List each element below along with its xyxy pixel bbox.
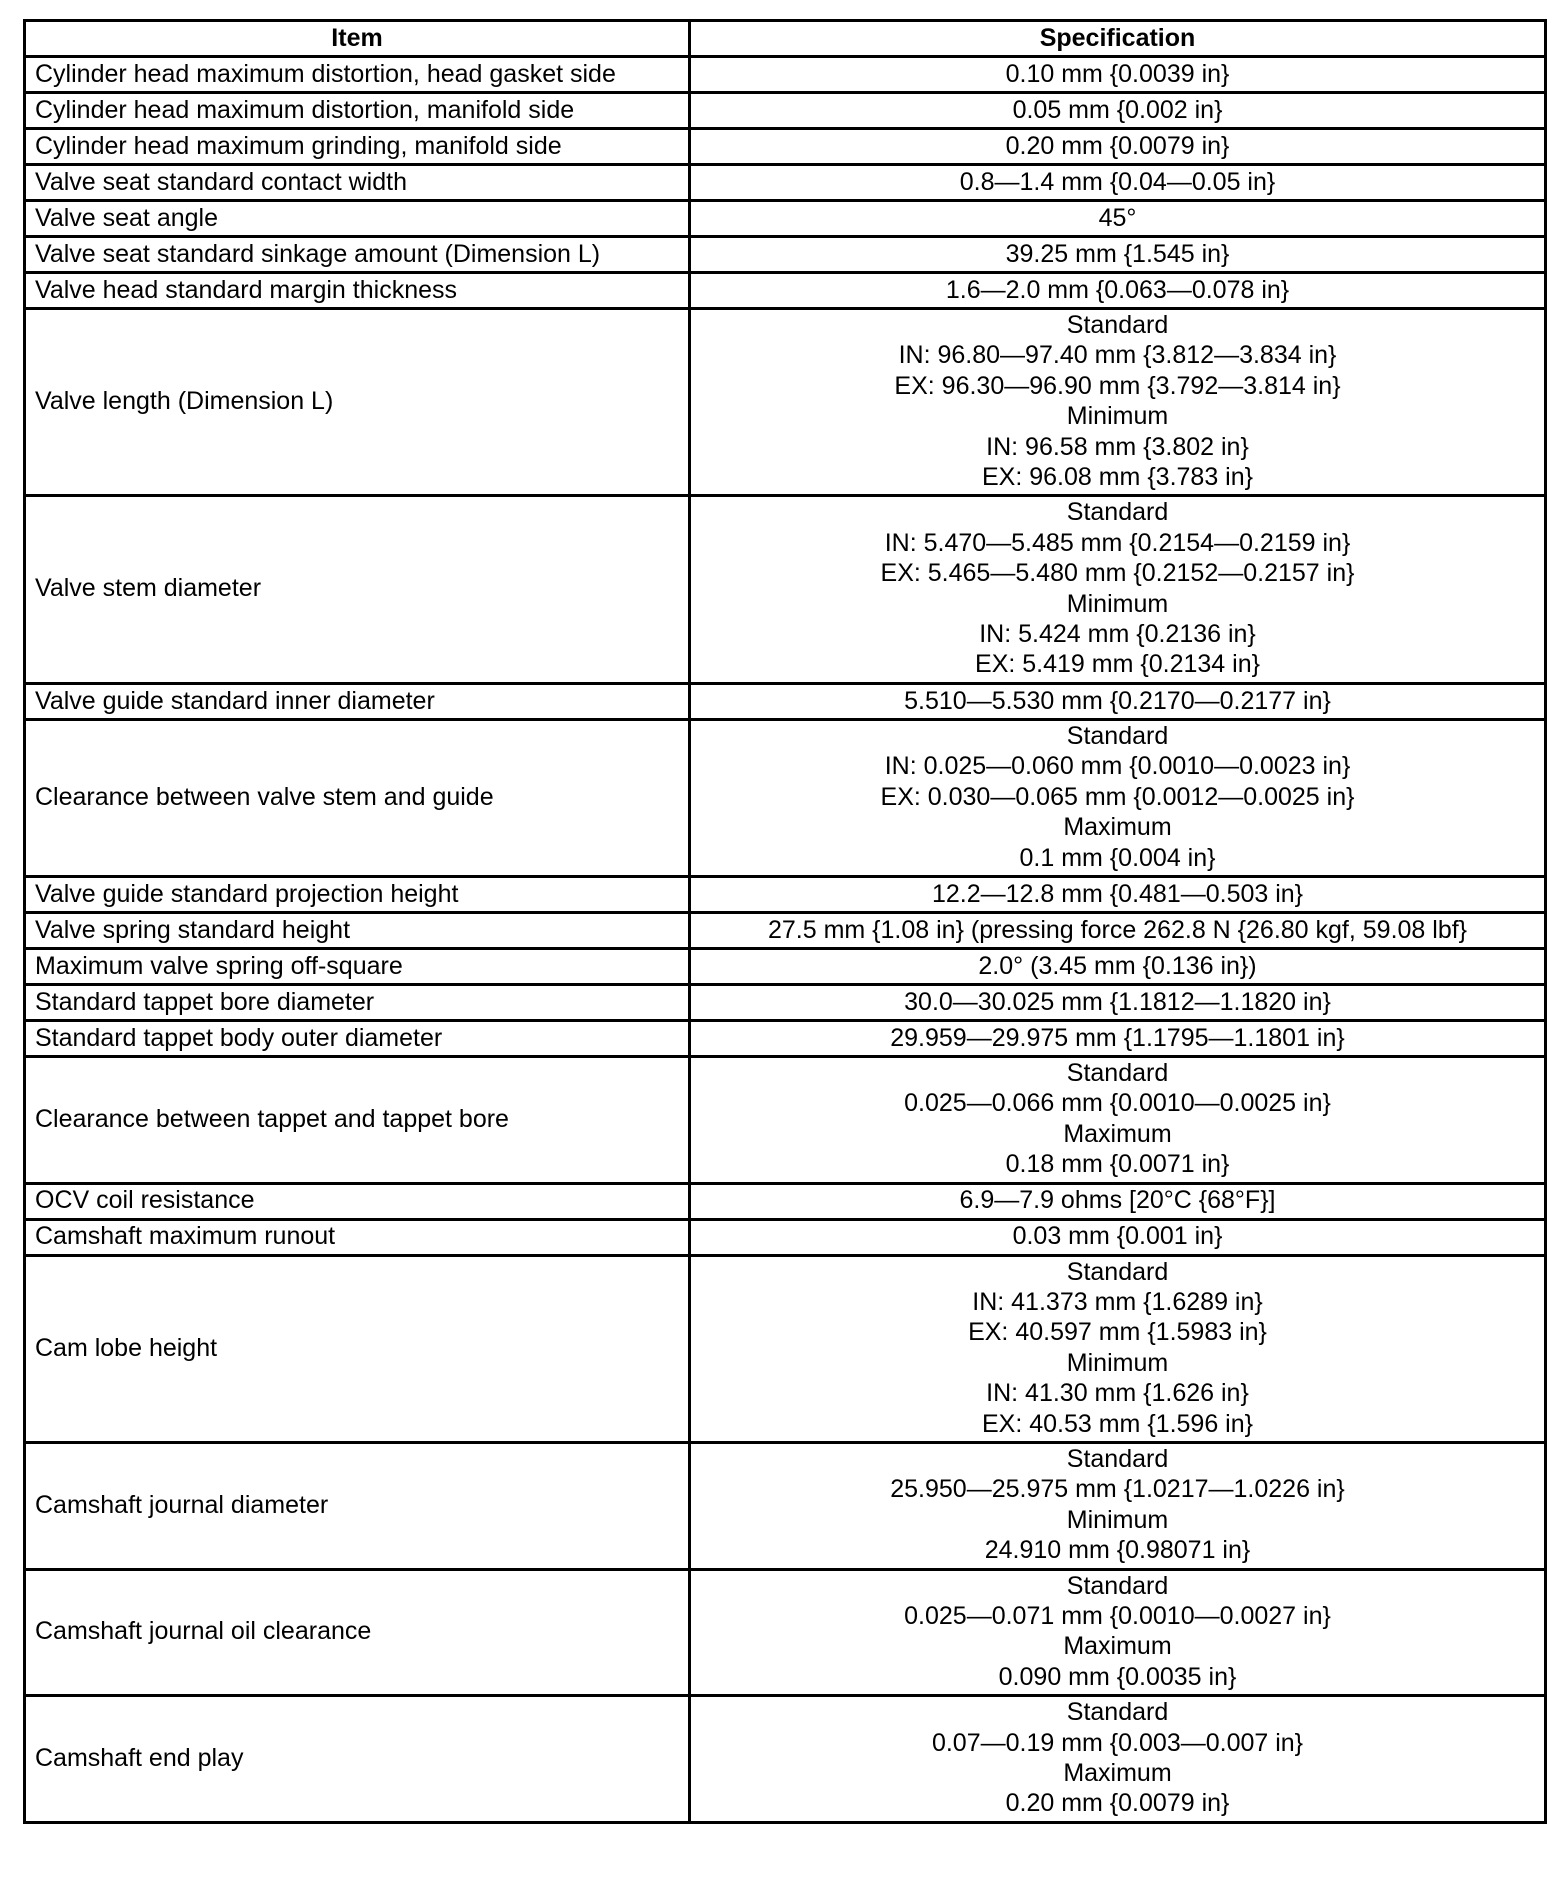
specification-line: Standard (1066, 498, 1169, 527)
specification-line: IN: 41.30 mm {1.626 in} (986, 1379, 1249, 1408)
specification-line: 1.6—2.0 mm {0.063—0.078 in} (945, 275, 1290, 304)
specification-line: 0.025—0.066 mm {0.0010—0.0025 in} (904, 1089, 1331, 1118)
specification-line: Standard (1066, 721, 1169, 750)
item-cell: Cam lobe height (25, 1255, 690, 1442)
item-cell: Valve head standard margin thickness (25, 273, 690, 309)
item-cell: Camshaft journal diameter (25, 1442, 690, 1569)
table-row (25, 1696, 1546, 1823)
table-row (25, 57, 1546, 93)
specification-line: 0.20 mm {0.0079 in} (1005, 1789, 1230, 1818)
table-row (25, 984, 1546, 1020)
specification-line: 0.20 mm {0.0079 in} (1005, 131, 1230, 160)
specification-line: 24.910 mm {0.98071 in} (984, 1536, 1251, 1565)
specification-line: EX: 0.030—0.065 mm {0.0012—0.0025 in} (880, 782, 1355, 811)
item-cell: Valve seat angle (25, 201, 690, 237)
item-cell: Standard tappet body outer diameter (25, 1020, 690, 1056)
specification-cell (690, 57, 1546, 93)
table-row (25, 237, 1546, 273)
item-cell: Valve seat standard sinkage amount (Dimension L) (25, 237, 690, 273)
table-row (25, 496, 1546, 683)
specification-line: Maximum (1063, 1119, 1172, 1148)
specification-cell (690, 1219, 1546, 1255)
item-cell: Cylinder head maximum distortion, head gasket side (25, 57, 690, 93)
item-cell: Camshaft end play (25, 1696, 690, 1823)
specification-line: 25.950—25.975 mm {1.0217—1.0226 in} (890, 1475, 1345, 1504)
specification-line: Minimum (1066, 589, 1169, 618)
specification-line: Minimum (1066, 402, 1169, 431)
specification-line: IN: 5.470—5.485 mm {0.2154—0.2159 in} (884, 528, 1351, 557)
specification-line: IN: 96.80—97.40 mm {3.812—3.834 in} (898, 341, 1337, 370)
specification-line: 0.18 mm {0.0071 in} (1005, 1150, 1230, 1179)
specification-line: IN: 41.373 mm {1.6289 in} (972, 1287, 1263, 1316)
specification-cell (690, 237, 1546, 273)
specification-cell (690, 1255, 1546, 1442)
specification-line: Maximum (1063, 1759, 1172, 1788)
specification-line: 0.1 mm {0.004 in} (1019, 843, 1216, 872)
item-cell: Camshaft maximum runout (25, 1219, 690, 1255)
specification-table (23, 19, 1547, 1824)
item-cell: Standard tappet bore diameter (25, 984, 690, 1020)
table-row (25, 1056, 1546, 1183)
specification-line: EX: 40.53 mm {1.596 in} (981, 1409, 1253, 1438)
table-row (25, 165, 1546, 201)
specification-line: Standard (1066, 1571, 1169, 1600)
specification-line: IN: 96.58 mm {3.802 in} (986, 432, 1249, 461)
specification-line: Standard (1066, 1698, 1169, 1727)
table-row (25, 201, 1546, 237)
item-cell: Clearance between valve stem and guide (25, 719, 690, 876)
specification-cell (690, 1020, 1546, 1056)
item-cell: Valve guide standard inner diameter (25, 683, 690, 719)
item-column-header: Item (25, 21, 690, 57)
table-row (25, 912, 1546, 948)
specification-cell (690, 1442, 1546, 1569)
specification-line: 45° (1098, 203, 1137, 232)
specification-line: IN: 5.424 mm {0.2136 in} (979, 620, 1256, 649)
specification-cell (690, 683, 1546, 719)
table-row (25, 719, 1546, 876)
table-row (25, 129, 1546, 165)
specification-cell (690, 496, 1546, 683)
item-cell: Valve length (Dimension L) (25, 309, 690, 496)
table-body (25, 57, 1546, 1823)
specification-line: 12.2—12.8 mm {0.481—0.503 in} (931, 879, 1304, 908)
item-cell: Clearance between tappet and tappet bore (25, 1056, 690, 1183)
specification-cell (690, 1183, 1546, 1219)
specification-cell (690, 93, 1546, 129)
specification-line: EX: 96.30—96.90 mm {3.792—3.814 in} (894, 371, 1341, 400)
table-row (25, 1020, 1546, 1056)
item-cell: Valve seat standard contact width (25, 165, 690, 201)
specification-cell (690, 948, 1546, 984)
specification-cell (690, 1696, 1546, 1823)
header-row (25, 21, 1546, 57)
table-row (25, 309, 1546, 496)
specification-line: Standard (1066, 1444, 1169, 1473)
specification-line: 6.9—7.9 ohms [20°C {68°F}] (959, 1186, 1276, 1215)
item-cell: Cylinder head maximum grinding, manifold side (25, 129, 690, 165)
table-row (25, 876, 1546, 912)
specification-line: EX: 5.465—5.480 mm {0.2152—0.2157 in} (880, 559, 1355, 588)
specification-line: EX: 40.597 mm {1.5983 in} (968, 1318, 1267, 1347)
item-cell: Valve spring standard height (25, 912, 690, 948)
specification-line: 0.03 mm {0.001 in} (1012, 1222, 1223, 1251)
table-row (25, 1255, 1546, 1442)
specification-line: 0.10 mm {0.0039 in} (1005, 59, 1230, 88)
table-row (25, 1183, 1546, 1219)
specification-line: 2.0° (3.45 mm {0.136 in}) (978, 951, 1257, 980)
specification-cell (690, 273, 1546, 309)
item-cell: Valve guide standard projection height (25, 876, 690, 912)
specification-cell (690, 129, 1546, 165)
table-row (25, 1219, 1546, 1255)
specification-line: 5.510—5.530 mm {0.2170—0.2177 in} (904, 686, 1331, 715)
specification-line: Standard (1066, 311, 1169, 339)
specification-cell (690, 719, 1546, 876)
specification-cell (690, 876, 1546, 912)
item-cell: Maximum valve spring off-square (25, 948, 690, 984)
specification-line: Standard (1066, 1058, 1169, 1087)
specification-line: EX: 96.08 mm {3.783 in} (981, 463, 1253, 492)
specification-cell (690, 165, 1546, 201)
specification-line: Minimum (1066, 1505, 1169, 1534)
specification-cell (690, 309, 1546, 496)
specification-line: 0.025—0.071 mm {0.0010—0.0027 in} (904, 1602, 1331, 1630)
table-row (25, 273, 1546, 309)
specification-cell (690, 1569, 1546, 1696)
specification-line: Maximum (1063, 1632, 1172, 1661)
specification-line: EX: 5.419 mm {0.2134 in} (975, 650, 1260, 679)
specification-column-header: Specification (690, 21, 1546, 57)
specification-line: Standard (1066, 1257, 1169, 1286)
table-row (25, 683, 1546, 719)
specification-line: IN: 0.025—0.060 mm {0.0010—0.0023 in} (884, 752, 1351, 781)
specification-line: 39.25 mm {1.545 in} (1005, 239, 1230, 268)
table-row (25, 1442, 1546, 1569)
table-row (25, 948, 1546, 984)
specification-line: 0.8—1.4 mm {0.04—0.05 in} (959, 167, 1276, 196)
specification-line: Minimum (1066, 1348, 1169, 1377)
item-cell: Camshaft journal oil clearance (25, 1569, 690, 1696)
item-cell: Cylinder head maximum distortion, manifold side (25, 93, 690, 129)
specification-line: 29.959—29.975 mm {1.1795—1.1801 in} (890, 1023, 1345, 1052)
table-row (25, 1569, 1546, 1696)
specification-line: 0.05 mm {0.002 in} (1012, 95, 1223, 124)
specification-line: 0.090 mm {0.0035 in} (998, 1662, 1237, 1691)
specification-cell (690, 912, 1546, 948)
specification-line: 30.0—30.025 mm {1.1812—1.1820 in} (904, 987, 1331, 1016)
item-cell: OCV coil resistance (25, 1183, 690, 1219)
table-row (25, 93, 1546, 129)
specification-cell (690, 201, 1546, 237)
specification-line: Maximum (1063, 813, 1172, 842)
item-cell: Valve stem diameter (25, 496, 690, 683)
specification-line: 27.5 mm {1.08 in} (pressing force 262.8 N {26.80 kgf, 59.08 lbf} (767, 915, 1468, 944)
specification-cell (690, 984, 1546, 1020)
specification-line: 0.07—0.19 mm {0.003—0.007 in} (931, 1728, 1304, 1757)
specification-cell (690, 1056, 1546, 1183)
